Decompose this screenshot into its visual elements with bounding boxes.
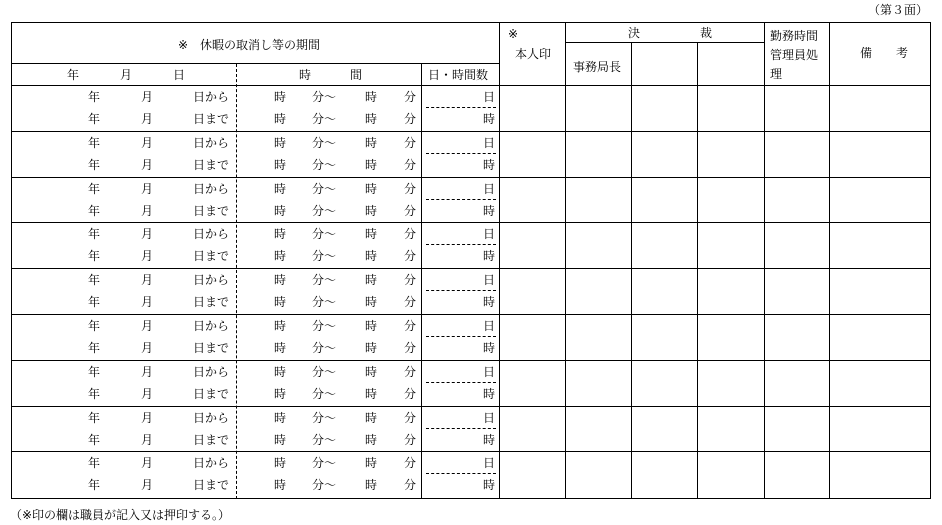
- hour-label: 時: [274, 387, 287, 401]
- decision-header: 決 裁: [628, 26, 713, 40]
- row-divider: [11, 360, 931, 361]
- from-label: 日から: [193, 411, 230, 425]
- page-label: （第３面）: [867, 3, 928, 17]
- month-label: 月: [141, 341, 154, 355]
- days-hours-divider: [426, 153, 496, 154]
- until-label: 日まで: [193, 387, 230, 401]
- hour-label: 時: [365, 249, 378, 263]
- days-hours-divider: [426, 199, 496, 200]
- year-label: 年: [88, 136, 101, 150]
- hour-unit-label: 時: [483, 112, 496, 126]
- year-label: 年: [88, 341, 101, 355]
- col-days-hours-header: 日・時間数: [428, 68, 489, 82]
- period-title: ※ 休暇の取消し等の期間: [178, 38, 321, 52]
- minute-tilde-label: 分〜: [312, 319, 337, 333]
- minute-label: 分: [404, 112, 417, 126]
- from-label: 日から: [193, 90, 230, 104]
- row-divider: [11, 131, 931, 132]
- month-label: 月: [141, 112, 154, 126]
- hour-label: 時: [274, 249, 287, 263]
- minute-tilde-label: 分〜: [312, 273, 337, 287]
- month-label: 月: [141, 319, 154, 333]
- minute-label: 分: [404, 341, 417, 355]
- hour-label: 時: [274, 433, 287, 447]
- hour-label: 時: [365, 112, 378, 126]
- hour-label: 時: [274, 158, 287, 172]
- until-label: 日まで: [193, 158, 230, 172]
- hour-unit-label: 時: [483, 249, 496, 263]
- hour-unit-label: 時: [483, 295, 496, 309]
- hour-unit-label: 時: [483, 433, 496, 447]
- col-year-header: 年: [67, 68, 80, 82]
- col-month-header: 月: [120, 68, 133, 82]
- year-label: 年: [88, 411, 101, 425]
- self-seal-header: 本人印: [515, 47, 552, 61]
- minute-tilde-label: 分〜: [312, 433, 337, 447]
- minute-tilde-label: 分〜: [312, 182, 337, 196]
- hour-label: 時: [274, 227, 287, 241]
- hour-label: 時: [274, 112, 287, 126]
- from-label: 日から: [193, 456, 230, 470]
- hour-label: 時: [365, 90, 378, 104]
- col-hour-header: 時: [299, 68, 312, 82]
- days-hours-divider: [426, 290, 496, 291]
- month-label: 月: [141, 227, 154, 241]
- from-label: 日から: [193, 136, 230, 150]
- minute-tilde-label: 分〜: [312, 90, 337, 104]
- month-label: 月: [141, 249, 154, 263]
- year-label: 年: [88, 158, 101, 172]
- minute-label: 分: [404, 411, 417, 425]
- hour-label: 時: [274, 295, 287, 309]
- month-label: 月: [141, 158, 154, 172]
- until-label: 日まで: [193, 204, 230, 218]
- year-label: 年: [88, 273, 101, 287]
- hour-label: 時: [274, 204, 287, 218]
- minute-label: 分: [404, 136, 417, 150]
- hour-unit-label: 時: [483, 204, 496, 218]
- col-day-header: 日: [173, 68, 186, 82]
- from-label: 日から: [193, 319, 230, 333]
- minute-label: 分: [404, 227, 417, 241]
- days-hours-divider: [426, 107, 496, 108]
- row-divider: [11, 177, 931, 178]
- until-label: 日まで: [193, 478, 230, 492]
- until-label: 日まで: [193, 249, 230, 263]
- col-interval-header: 間: [350, 68, 363, 82]
- minute-label: 分: [404, 365, 417, 379]
- hour-label: 時: [365, 295, 378, 309]
- hour-label: 時: [274, 136, 287, 150]
- until-label: 日まで: [193, 341, 230, 355]
- hour-label: 時: [274, 319, 287, 333]
- mark-symbol: ※: [508, 27, 519, 41]
- days-hours-divider: [426, 382, 496, 383]
- grid-line: [565, 22, 566, 499]
- day-unit-label: 日: [483, 319, 496, 333]
- hour-label: 時: [274, 182, 287, 196]
- hour-label: 時: [365, 387, 378, 401]
- year-label: 年: [88, 365, 101, 379]
- minute-label: 分: [404, 433, 417, 447]
- month-label: 月: [141, 456, 154, 470]
- day-unit-label: 日: [483, 182, 496, 196]
- hour-label: 時: [365, 478, 378, 492]
- minute-label: 分: [404, 158, 417, 172]
- year-label: 年: [88, 387, 101, 401]
- hour-unit-label: 時: [483, 341, 496, 355]
- until-label: 日まで: [193, 112, 230, 126]
- month-label: 月: [141, 204, 154, 218]
- row-divider: [11, 314, 931, 315]
- row-divider: [11, 222, 931, 223]
- hour-label: 時: [365, 273, 378, 287]
- attendance-manager-header: 勤務時間 管理員処 理: [770, 29, 819, 81]
- month-label: 月: [141, 90, 154, 104]
- month-label: 月: [141, 136, 154, 150]
- hour-unit-label: 時: [483, 158, 496, 172]
- hour-label: 時: [365, 456, 378, 470]
- hour-label: 時: [274, 273, 287, 287]
- hour-label: 時: [274, 478, 287, 492]
- hour-label: 時: [365, 319, 378, 333]
- minute-tilde-label: 分〜: [312, 365, 337, 379]
- hour-unit-label: 時: [483, 387, 496, 401]
- until-label: 日まで: [193, 433, 230, 447]
- minute-tilde-label: 分〜: [312, 112, 337, 126]
- grid-line: [421, 63, 422, 499]
- row-divider: [11, 268, 931, 269]
- minute-tilde-label: 分〜: [312, 478, 337, 492]
- from-label: 日から: [193, 365, 230, 379]
- hour-label: 時: [274, 456, 287, 470]
- day-unit-label: 日: [483, 365, 496, 379]
- minute-tilde-label: 分〜: [312, 249, 337, 263]
- date-time-divider: [236, 64, 237, 499]
- grid-line: [565, 42, 764, 43]
- minute-label: 分: [404, 319, 417, 333]
- year-label: 年: [88, 204, 101, 218]
- minute-tilde-label: 分〜: [312, 204, 337, 218]
- day-unit-label: 日: [483, 90, 496, 104]
- hour-label: 時: [365, 182, 378, 196]
- minute-tilde-label: 分〜: [312, 341, 337, 355]
- month-label: 月: [141, 182, 154, 196]
- minute-tilde-label: 分〜: [312, 158, 337, 172]
- hour-label: 時: [365, 341, 378, 355]
- hour-label: 時: [274, 411, 287, 425]
- year-label: 年: [88, 319, 101, 333]
- minute-tilde-label: 分〜: [312, 456, 337, 470]
- days-hours-divider: [426, 244, 496, 245]
- minute-tilde-label: 分〜: [312, 387, 337, 401]
- days-hours-divider: [426, 336, 496, 337]
- day-unit-label: 日: [483, 136, 496, 150]
- remarks-header: 備 考: [860, 46, 909, 60]
- grid-line: [829, 22, 830, 499]
- row-divider: [11, 451, 931, 452]
- month-label: 月: [141, 433, 154, 447]
- until-label: 日まで: [193, 295, 230, 309]
- days-hours-divider: [426, 473, 496, 474]
- minute-label: 分: [404, 204, 417, 218]
- hour-label: 時: [365, 365, 378, 379]
- minute-tilde-label: 分〜: [312, 411, 337, 425]
- hour-label: 時: [274, 90, 287, 104]
- row-divider: [11, 406, 931, 407]
- minute-label: 分: [404, 295, 417, 309]
- grid-line: [11, 85, 931, 86]
- year-label: 年: [88, 433, 101, 447]
- day-unit-label: 日: [483, 456, 496, 470]
- month-label: 月: [141, 295, 154, 309]
- day-unit-label: 日: [483, 411, 496, 425]
- year-label: 年: [88, 456, 101, 470]
- year-label: 年: [88, 90, 101, 104]
- month-label: 月: [141, 411, 154, 425]
- year-label: 年: [88, 112, 101, 126]
- grid-line: [631, 43, 632, 499]
- minute-label: 分: [404, 249, 417, 263]
- month-label: 月: [141, 387, 154, 401]
- grid-line: [697, 43, 698, 499]
- minute-tilde-label: 分〜: [312, 136, 337, 150]
- footnote: （※印の欄は職員が記入又は押印する。）: [10, 508, 231, 522]
- from-label: 日から: [193, 273, 230, 287]
- hour-label: 時: [365, 204, 378, 218]
- hour-label: 時: [365, 158, 378, 172]
- hour-unit-label: 時: [483, 478, 496, 492]
- day-unit-label: 日: [483, 273, 496, 287]
- grid-line: [11, 63, 499, 64]
- grid-line: [499, 22, 500, 499]
- secretary-general-header: 事務局長: [573, 60, 622, 74]
- grid-line: [764, 22, 765, 499]
- hour-label: 時: [274, 365, 287, 379]
- minute-label: 分: [404, 90, 417, 104]
- minute-label: 分: [404, 387, 417, 401]
- month-label: 月: [141, 273, 154, 287]
- hour-label: 時: [274, 341, 287, 355]
- minute-tilde-label: 分〜: [312, 227, 337, 241]
- year-label: 年: [88, 295, 101, 309]
- year-label: 年: [88, 249, 101, 263]
- month-label: 月: [141, 365, 154, 379]
- days-hours-divider: [426, 428, 496, 429]
- from-label: 日から: [193, 227, 230, 241]
- hour-label: 時: [365, 136, 378, 150]
- day-unit-label: 日: [483, 227, 496, 241]
- minute-tilde-label: 分〜: [312, 295, 337, 309]
- hour-label: 時: [365, 433, 378, 447]
- year-label: 年: [88, 478, 101, 492]
- minute-label: 分: [404, 456, 417, 470]
- month-label: 月: [141, 478, 154, 492]
- year-label: 年: [88, 227, 101, 241]
- hour-label: 時: [365, 227, 378, 241]
- minute-label: 分: [404, 273, 417, 287]
- year-label: 年: [88, 182, 101, 196]
- minute-label: 分: [404, 478, 417, 492]
- from-label: 日から: [193, 182, 230, 196]
- minute-label: 分: [404, 182, 417, 196]
- hour-label: 時: [365, 411, 378, 425]
